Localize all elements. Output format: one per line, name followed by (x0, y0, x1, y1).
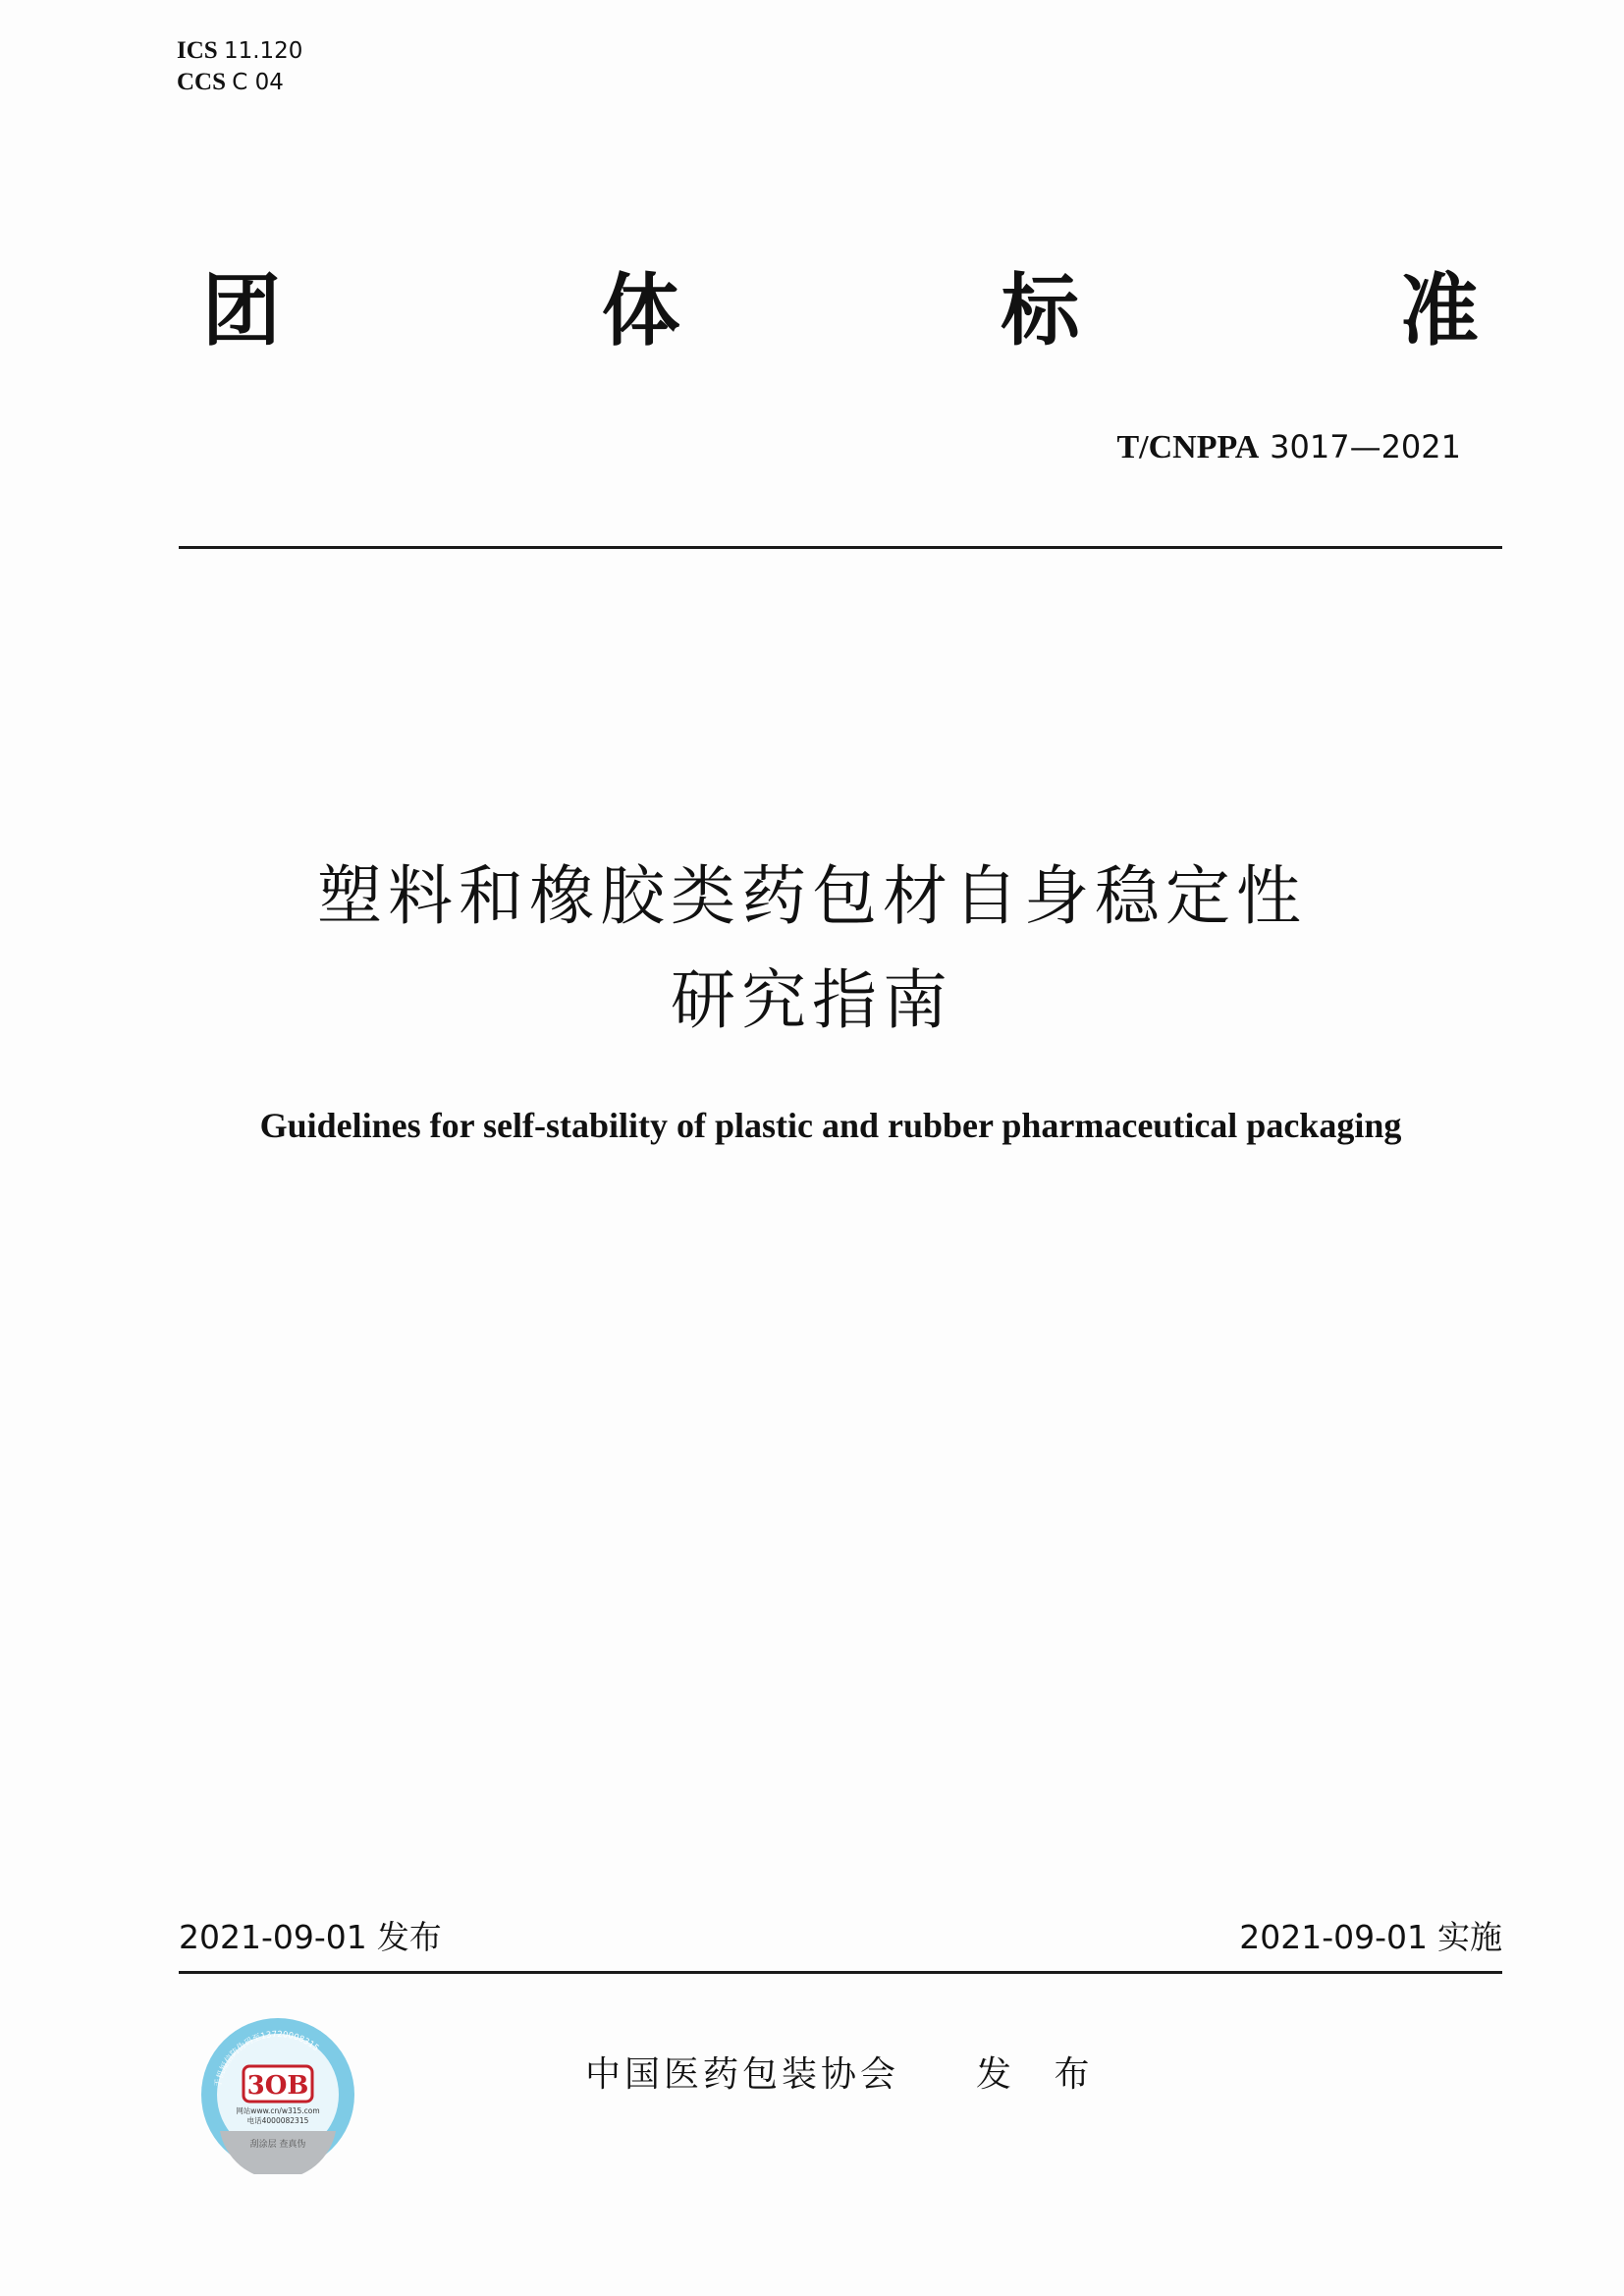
publisher-action: 发 布 (976, 2054, 1106, 2095)
ics-code: 11.120 (223, 38, 303, 64)
title-chinese-line-2: 研究指南 (671, 962, 953, 1038)
doc-type-char-1: 团 (202, 265, 281, 356)
seal-silver-scratch (220, 2131, 336, 2174)
seal-logo (244, 2066, 312, 2102)
title-english: Guidelines for self-stability of plastic and rubber pharmaceutical packaging (259, 1106, 1402, 1145)
seal-ring-text: 手机短信防伪码至13720008315 (213, 2029, 321, 2089)
issue-date-block (179, 1915, 442, 1960)
implement-date: 2021-09-01 (1239, 1918, 1428, 1956)
seal-bottom-text: 刮涂层 查真伪 (249, 2140, 306, 2150)
ccs-line (177, 67, 302, 98)
anti-counterfeit-seal (198, 2015, 357, 2174)
ics-label: ICS (177, 37, 218, 64)
seal-web-line: 网站www.cn/w315.com (236, 2106, 320, 2115)
ccs-code: C 04 (232, 70, 284, 95)
svg-text:3OB: 3OB (246, 2071, 309, 2101)
seal-graphic (198, 2015, 357, 2174)
date-row (179, 1915, 1502, 1960)
top-divider (179, 546, 1502, 549)
doc-type-char-2: 体 (601, 265, 680, 356)
issue-label: 发布 (376, 1918, 442, 1956)
document-type-heading (202, 267, 1479, 355)
bottom-divider (179, 1971, 1502, 1974)
doc-type-char-3: 标 (1001, 265, 1080, 356)
implement-date-block (1239, 1915, 1502, 1960)
ccs-label: CCS (177, 69, 227, 95)
issue-date: 2021-09-01 (179, 1918, 367, 1956)
publisher-organization: 中国医药包装协会 (585, 2054, 900, 2095)
classification-codes (177, 35, 302, 98)
standard-number-prefix: T/CNPPA (1116, 429, 1260, 465)
publisher-line (585, 2050, 1105, 2100)
doc-type-char-4: 准 (1399, 265, 1479, 356)
implement-label: 实施 (1437, 1918, 1502, 1956)
seal-phone-line: 电话4000082315 (246, 2116, 309, 2125)
title-chinese-line-1: 塑料和橡胶类药包材自身稳定性 (317, 858, 1307, 934)
ics-line (177, 35, 302, 67)
standard-number-code: 3017—2021 (1270, 428, 1461, 465)
standard-number (1117, 427, 1462, 467)
